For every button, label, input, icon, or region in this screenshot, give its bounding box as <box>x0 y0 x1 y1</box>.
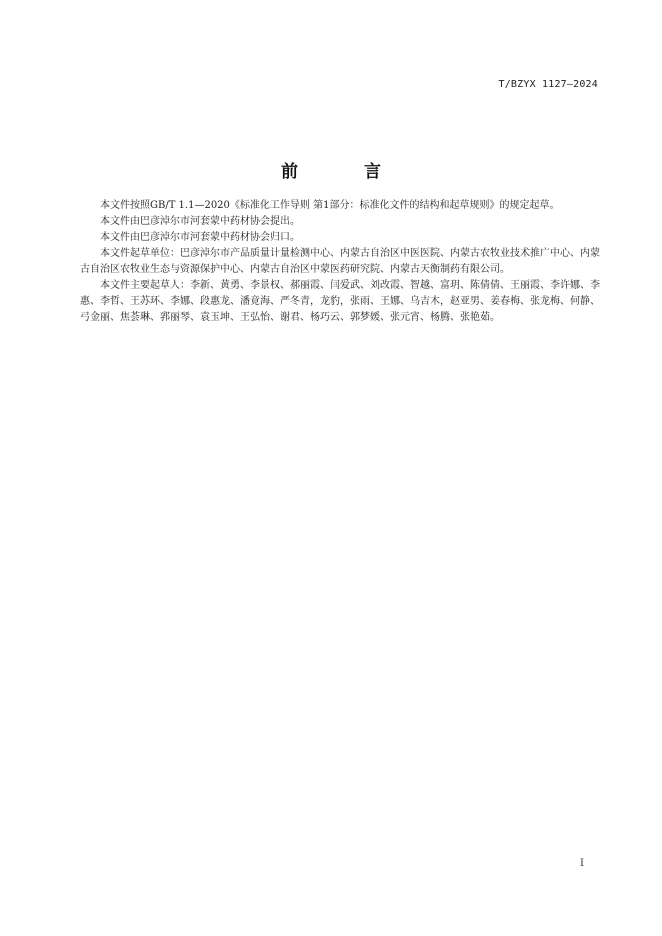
paragraph-drafting-basis: 本文件按照GB/T 1.1—2020《标准化工作导则 第1部分：标准化文件的结构和起草规则》的规定起草。 <box>100 200 560 211</box>
document-code: T/BZYX 1127—2024 <box>498 79 598 90</box>
page-number: I <box>580 858 584 869</box>
paragraph-proposer: 本文件由巴彦淖尔市河套蒙中药材协会提出。 <box>100 216 300 227</box>
paragraph-drafters: 本文件主要起草人：李新、黄勇、李景权、郝丽霞、闫爱武、刘改霞、智越、富玥、陈倩倩、王丽霞、李许娜、李惠、李哲、王苏环、李娜、段惠龙、潘竟海、严冬青，龙豹，张雨、王娜、乌吉木，赵亚男、姜春梅、张龙梅、何静、弓金丽、焦荟琳、郛丽琴、袁玉坤、王弘怡、谢君、杨巧云、郭梦媛、张元宵、杨腾、张艳茹。 <box>80 280 600 323</box>
section-title: 前 言 <box>281 162 411 182</box>
paragraph-drafting-units: 本文件起草单位：巴彦淖尔市产品质量计量检测中心、内蒙古自治区中医医院、内蒙古农牧业技术推广中心、内蒙古自治区农牧业生态与资源保护中心、内蒙古自治区中蒙医药研究院、内蒙古天衡制药有限公司。 <box>80 248 600 275</box>
foreword-body <box>80 198 600 326</box>
paragraph-administrator: 本文件由巴彦淖尔市河套蒙中药材协会归口。 <box>100 232 300 243</box>
